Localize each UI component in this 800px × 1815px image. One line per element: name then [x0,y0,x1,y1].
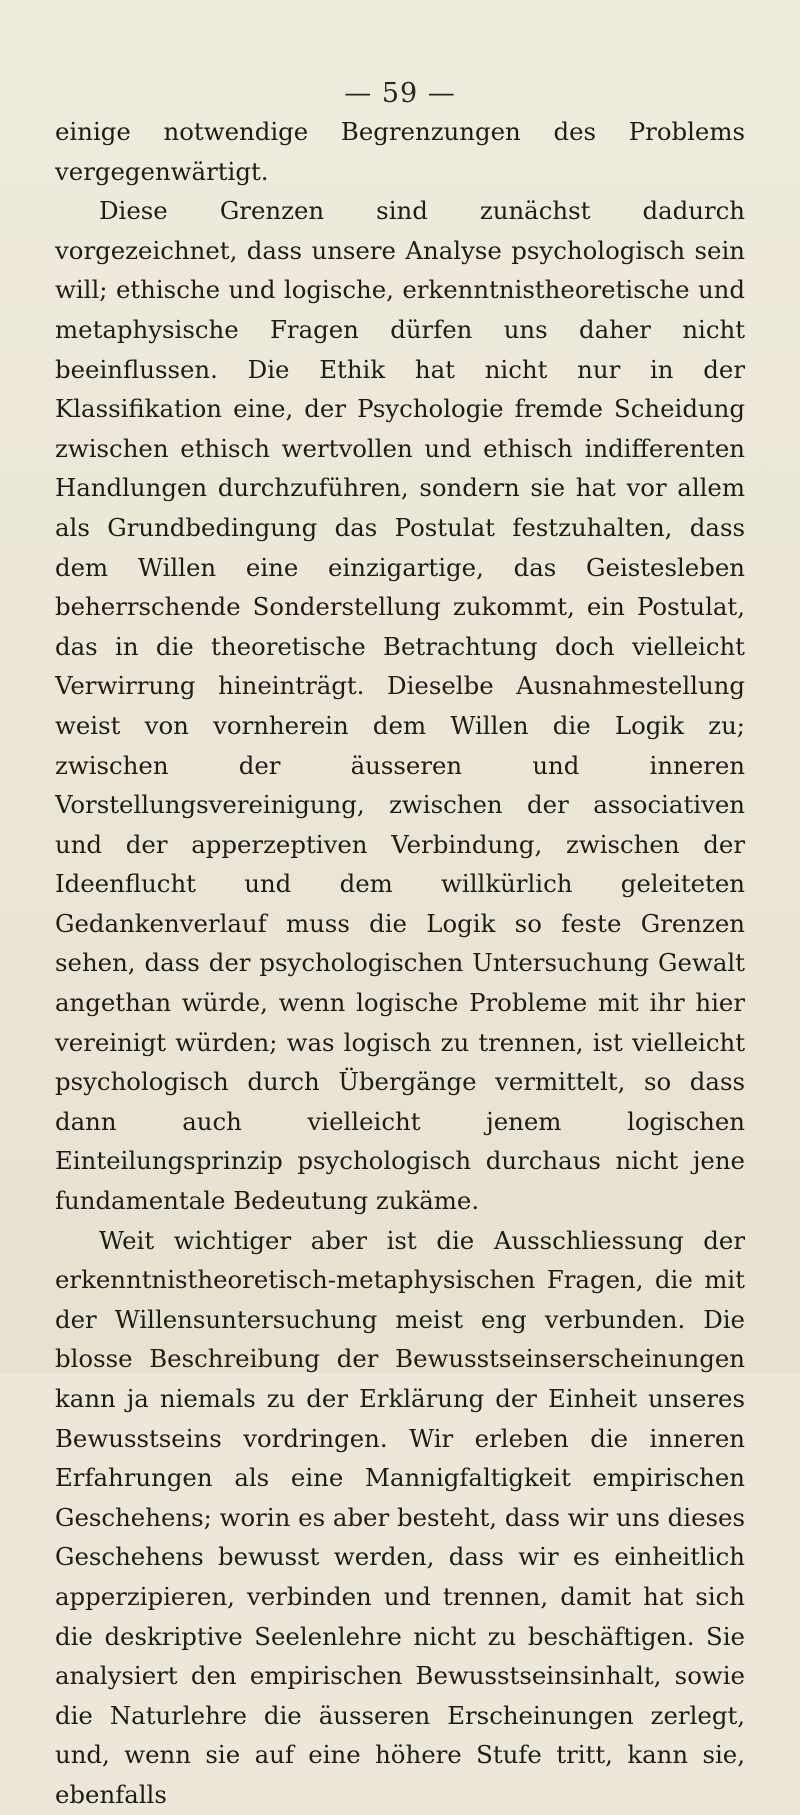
paragraph-continuation: einige notwendige Begrenzungen des Problems vergegenwärtigt. [55,117,745,186]
paragraph-limits: Diese Grenzen sind zunächst dadurch vorgezeichnet, dass unsere Analyse psychologisch sein will; ethische und logische, erkenntnistheoretische und metaphysische Fragen dürfen uns daher nicht beeinflussen. Die Ethik hat nicht nur in der Klassifikation eine, der Psychologie fremde Scheidung zwischen ethisch wertvollen und ethisch indifferenten Handlungen durchzuführen, sondern sie hat vor allem als Grundbedingung das Postulat festzuhalten, dass dem Willen eine einzigartige, das Geistesleben beherrschende Sonderstellung zukommt, ein Postulat, das in die theoretische Betrachtung doch vielleicht Verwirrung hineinträgt. Dieselbe Ausnahmestellung weist von vornherein dem Willen die Logik zu; zwischen der äusseren und inneren Vorstellungsvereinigung, zwischen der associativen und der apperzeptiven Verbindung, zwischen der Ideenflucht und dem willkürlich geleiteten Gedankenverlauf muss die Logik so feste Grenzen sehen, dass der psychologischen Untersuchung Gewalt angethan würde, wenn logische Probleme mit ihr hier vereinigt würden; was logisch zu trennen, ist vielleicht psychologisch durch Übergänge vermittelt, so dass dann auch vielleicht jenem logischen Einteilungsprinzip psychologisch durchaus nicht jene fundamentale Bedeutung zukäme. [55,196,745,1216]
body-text [55,112,745,1815]
page-number-header: — 59 — [344,78,456,109]
paragraph-exclusion: Weit wichtiger aber ist die Ausschliessung der erkenntnistheoretisch-metaphysischen Fragen, die mit der Willensuntersuchung meist eng verbunden. Die blosse Beschreibung der Bewusstseinserscheinungen kann ja niemals zu der Erklärung der Einheit unseres Bewusstseins vordringen. Wir erleben die inneren Erfahrungen als eine Mannigfaltigkeit empirischen Geschehens; worin es aber besteht, dass wir uns dieses Geschehens bewusst werden, dass wir es einheitlich apperzipieren, verbinden und trennen, damit hat sich die deskriptive Seelenlehre nicht zu beschäftigen. Sie analysiert den empirischen Bewusstseinsinhalt, sowie die Naturlehre die äusseren Erscheinungen zerlegt, und, wenn sie auf eine höhere Stufe tritt, kann sie, ebenfalls [55,1225,745,1809]
